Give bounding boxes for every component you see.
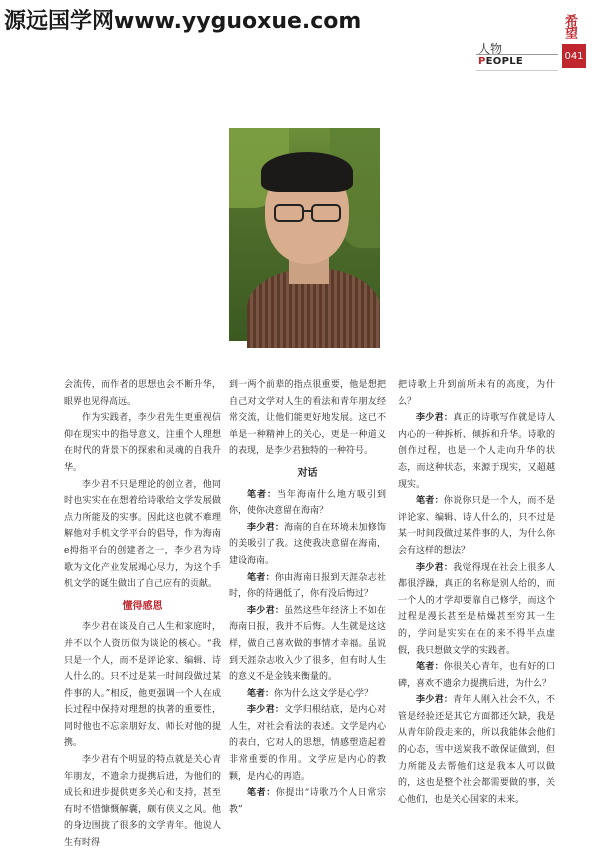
qa-answer: 李少君：我觉得现在社会上很多人都很浮躁，真正的名称是别人给的，而一个人的才学却要靠自己修学，而这个过程是漫长甚至是枯燥甚至穷其一生的，学问是实实在在的来不得半点虚假，我只想做文学的实践者。 (398, 562, 555, 656)
section-title-cn: 人物 (478, 42, 503, 56)
qa-question: 笔者：你很关心青年，也有好的口碑，喜欢不遗余力提携后进，为什么？ (398, 662, 555, 689)
qa-answer: 李少君：海南的自在环境未加修饰的美吸引了我。这使我决意留在海南，建设海南。 (229, 522, 386, 566)
qa-answer: 李少君：真正的诗歌写作就是诗人内心的一种拆析、倾拆和升华。诗歌的创作过程，也是一个人走向升华的状态，而这种状态，来源于现实，又超越现实。 (398, 413, 555, 490)
paragraph: 把诗歌上升到前所未有的高度，为什么？ (398, 380, 555, 407)
paragraph: 作为实践者，李少君先生更重视信仰在现实中的指导意义，注重个人理想在时代的背景下的探索和灵魂的自我升华。 (64, 413, 221, 473)
portrait-photo (229, 128, 380, 341)
qa-question: 笔者：你提出“诗歌乃个人日常宗教” (229, 788, 386, 815)
text-column-3 (398, 377, 555, 808)
header-divider (476, 70, 558, 71)
qa-question: 笔者：当年海南什么地方吸引到你，使你决意留在海南？ (229, 489, 386, 517)
site-watermark: 源远国学网www.yyguoxue.com (4, 9, 362, 34)
text-column-2 (229, 377, 386, 818)
qa-question: 笔者：你由海南日报到天涯杂志社时，你的待遇低了，你有没后悔过？ (229, 572, 386, 600)
section-title-en: PEOPLE (478, 56, 524, 67)
page-number-badge: 041 (562, 44, 586, 68)
paragraph: 到一两个前辈的指点很重要，他是想把自己对文学对人生的看法和青年朋友经常交流，让他们能更好地发展。这已不单是一种精神上的关心，更是一种道义的表现，是李少君独特的一种符号。 (229, 380, 386, 457)
section-divider (476, 54, 558, 55)
qa-answer: 李少君：青年人刚入社会不久，不管是经验还是其它方面都还欠缺，我是从青年阶段走来的，所以我能体会他们的心态，雪中送炭我不敢保证做到，但力所能及去帮他们这是我本人可以做的，这也是整个社会都需要做的事，关心他们，也是关心国家的未来。 (398, 695, 555, 805)
paragraph: 李少君在谈及自己人生和家庭时，并不以个人资历似为谈论的核心。“我只是一个人，而不是评论家、编辑、诗人什么的。只不过是某一时间段做过某件事的人。”相反，他更强调一个人在成长过程中保持对理想的执著的重要性，同时他也不忘亲朋好友、师长对他的提携。 (64, 622, 221, 749)
paragraph: 会流传，而作者的思想也会不断升华，眼界也见得高远。 (64, 380, 221, 407)
magazine-brand-logo: 希望 (562, 14, 577, 38)
qa-answer: 李少君：虽然这些年经济上不如在海南日报，我并不后悔。人生就是这这样，做自己喜欢做的事情才幸福。虽说到天涯杂志收入少了很多，但有时人生的意义不是金钱来衡量的。 (229, 605, 386, 683)
paragraph: 李少君有个明显的特点就是关心青年朋友，不遗余力提携后进，为他们的成长和进步提供更多关心和支持，甚至有时不惜慷慨解囊，颇有侠义之风。他的身边围拢了很多的文学青年。他说人生有时得 (64, 755, 221, 849)
qa-question: 笔者：你说你只是一个人，而不是评论家、编辑、诗人什么的，只不过是某一时间段做过某件事的人，为什么你会有这样的想法？ (398, 496, 555, 556)
paragraph: 李少君不只是理论的创立者，他同时也实实在在想着给诗歌给文学发展做点力所能及的实事。因此这也就不难理解他对手机文学平台的倡导，作为海南e拇指平台的创建者之一，李少君为诗歌为文化产业发展竭心尽力，为这个手机文学的诞生做出了自己应有的贡献。 (64, 479, 221, 590)
text-column-1 (64, 377, 221, 852)
qa-answer: 李少君：文学归根结底，是内心对人生，对社会看法的表述。文学是内心的表白，它对人的思想，情感塑造起着非常重要的作用。文学应是内心的教颗，是内心的再造。 (229, 705, 386, 782)
qa-question: 笔者：你为什么这文学是心学？ (247, 688, 374, 699)
subheading-gratitude: 懂得感恩 (122, 600, 163, 612)
subheading-dialogue: 对话 (297, 467, 318, 479)
